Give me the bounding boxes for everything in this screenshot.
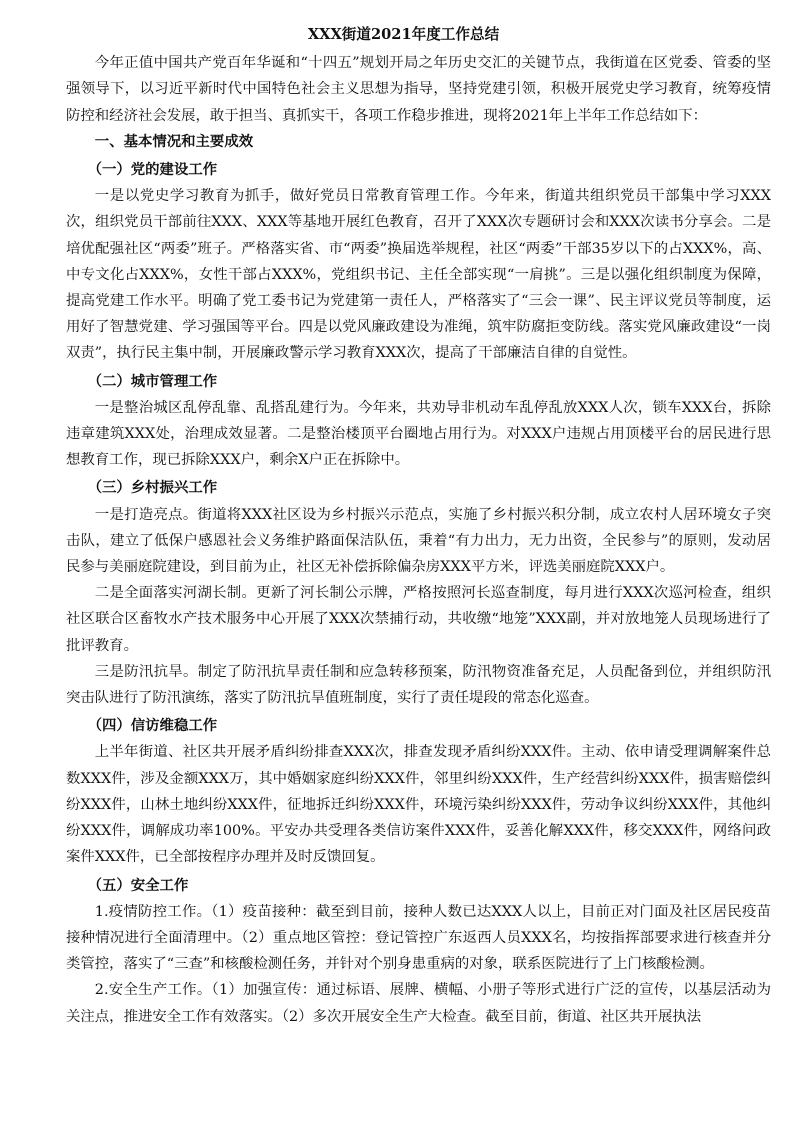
subheading-party-building: （一）党的建设工作 — [87, 161, 218, 179]
rural-paragraph-3: 三是防汛抗旱。制定了防汛抗旱责任制和应急转移预案，防汛物资准备充足，人员配备到位，并组织防汛突击队进行了防汛演练，落实了防汛抗旱值班制度，实行了责任堤段的常态化巡查。 — [66, 663, 771, 707]
subheading-petition-stability: （四）信访维稳工作 — [87, 717, 218, 735]
section-heading-basic-situation: 一、基本情况和主要成效 — [94, 132, 254, 150]
safety-paragraph-1: 1.疫情防控工作。（1）疫苗接种：截至到目前，接种人数已达XXX人以上，目前正对门面及社区居民疫苗接种情况进行全面清理中。（2）重点地区管控：登记管控广东返西人员XXX名，均按指挥部要求进行核查并分类管控，落实了“三查”和核酸检测任务，并针对个别身患重病的对象，联系医院进行了上门核酸检测。 — [66, 903, 771, 973]
subheading-safety-work: （五）安全工作 — [87, 876, 189, 894]
intro-paragraph: 今年正值中国共产党百年华诞和“十四五”规划开局之年历史交汇的关键节点，我街道在区党委、管委的坚强领导下，以习近平新时代中国特色社会主义思想为指导，坚持党建引领，积极开展党史学习教育，统筹疫情防控和经济社会发展，敢于担当、真抓实干，各项工作稳步推进，现将2021年上半年工作总结如下： — [66, 55, 771, 124]
subheading-rural-revitalization: （三）乡村振兴工作 — [87, 479, 218, 497]
urban-management-paragraph: 一是整治城区乱停乱靠、乱搭乱建行为。今年来，共劝导非机动车乱停乱放XXX人次，锁车XXX台，拆除违章建筑XXX处，治理成效显著。二是整治楼顶平台圈地占用行为。对XXX户违规占用顶楼平台的居民进行思想教育工作，现已拆除XXX户，剩余X户正在拆除中。 — [66, 399, 771, 469]
rural-paragraph-2: 二是全面落实河湖长制。更新了河长制公示牌，严格按照河长巡查制度，每月进行XXX次巡河检查，组织社区联合区畜牧水产技术服务中心开展了XXX次禁捕行动，共收缴“地笼”XXX副，并对放地笼人员现场进行了批评教育。 — [66, 585, 771, 654]
petition-paragraph: 上半年街道、社区共开展矛盾纠纷排查XXX次，排查发现矛盾纠纷XXX件。主动、依申请受理调解案件总数XXX件，涉及金额XXX万，其中婚姻家庭纠纷XXX件，邻里纠纷XXX件，生产经营纠纷XXX件，损害赔偿纠纷XXX件，山林土地纠纷XXX件，征地拆迁纠纷XXX件，环境污染纠纷XXX件，劳动争议纠纷XXX件，其他纠纷XXX件，调解成功率100%。平安办共受理各类信访案件XXX件，妥善化解XXX件，移交XXX件，网络问政案件XXX件，已全部按程序办理并及时反馈回复。 — [66, 744, 771, 866]
party-building-paragraph: 一是以党史学习教育为抓手，做好党员日常教育管理工作。今年来，街道共组织党员干部集中学习XXX次，组织党员干部前往XXX、XXX等基地开展红色教育，召开了XXX次专题研讨会和XXX次读书分享会。二是培优配强社区“两委”班子。严格落实省、市“两委”换届选举规程，社区“两委”干部35岁以下的占XXX%，高、中专文化占XXX%，女性干部占XXX%，党组织书记、主任全部实现“一肩挑”。三是以强化组织制度为保障，提高党建工作水平。明确了党工委书记为党建第一责任人，严格落实了“三会一课”、民主评议党员等制度，运用好了智慧党建、学习强国等平台。四是以党风廉政建设为准绳，筑牢防腐拒变防线。落实党风廉政建设“一岗双责”，执行民主集中制，开展廉政警示学习教育XXX次，提高了干部廉洁自律的自觉性。 — [66, 188, 771, 362]
subheading-urban-management: （二）城市管理工作 — [87, 372, 218, 390]
rural-paragraph-1: 一是打造亮点。街道将XXX社区设为乡村振兴示范点，实施了乡村振兴积分制，成立农村人居环境女子突击队，建立了低保户感恩社会义务维护路面保洁队伍，秉着“有力出力，无力出资，全民参与”的原则，发动居民参与美丽庭院建设，到目前为止，社区无补偿拆除偏杂房XXX平方米，评选美丽庭院XXX户。 — [66, 506, 771, 576]
safety-paragraph-2: 2.安全生产工作。（1）加强宣传：通过标语、展牌、横幅、小册子等形式进行广泛的宣传，以基层活动为关注点，推进安全工作有效落实。（2）多次开展安全生产大检查。截至目前，街道、社区共开展执法 — [66, 982, 771, 1025]
document-title: XXX街道2021年度工作总结 — [307, 26, 500, 43]
